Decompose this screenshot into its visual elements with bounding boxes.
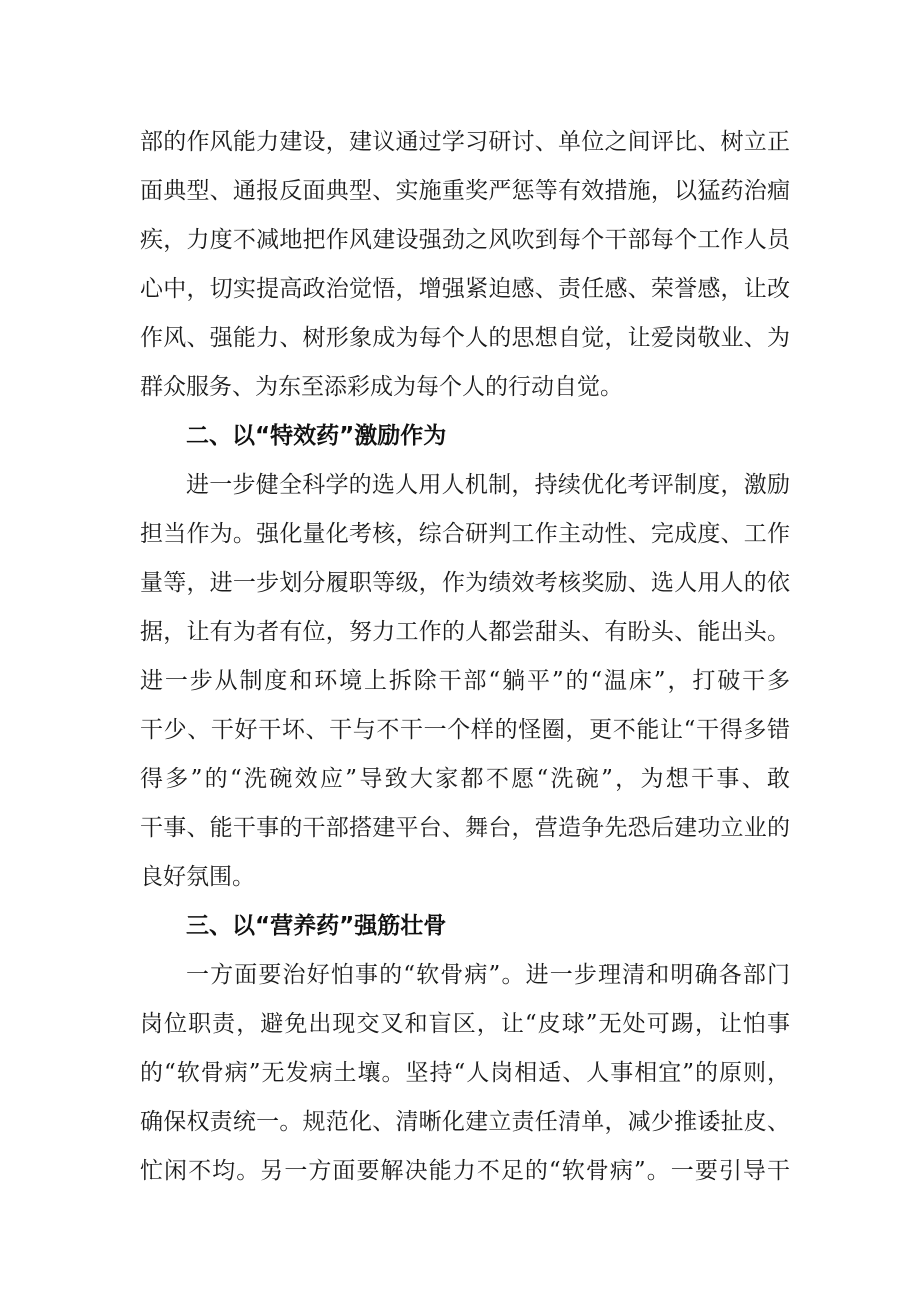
paragraph-1-line-3: 疾，力度不减地把作风建设强劲之风吹到每个干部每个工作人员 [140,227,790,253]
paragraph-1-line-5: 作风、强能力、树形象成为每个人的思想自觉，让爱岗敬业、为 [140,325,790,351]
paragraph-2-line-9: 良好氛围。 [140,864,255,890]
paragraph-3-line-2: 岗位职责，避免出现交叉和盲区，让“皮球”无处可踢，让怕事 [140,1011,790,1037]
paragraph-2-line-7: 得多”的“洗碗效应”导致大家都不愿“洗碗”，为想干事、敢 [140,766,790,792]
paragraph-3-line-1: 一方面要治好怕事的“软骨病”。进一步理清和明确各部门 [186,962,790,988]
paragraph-2-line-1: 进一步健全科学的选人用人机制，持续优化考评制度，激励 [186,472,790,498]
section-heading-3: 三、以“营养药”强筋壮骨 [186,913,447,939]
paragraph-1-line-1: 部的作风能力建设，建议通过学习研讨、单位之间评比、树立正 [140,129,790,155]
paragraph-2-line-8: 干事、能干事的干部搭建平台、舞台，营造争先恐后建功立业的 [140,815,790,841]
paragraph-2-line-3: 量等，进一步划分履职等级，作为绩效考核奖励、选人用人的依 [140,570,790,596]
paragraph-3-line-5: 忙闲不均。另一方面要解决能力不足的“软骨病”。一要引导干 [140,1158,790,1184]
paragraph-3-line-4: 确保权责统一。规范化、清晰化建立责任清单，减少推诿扯皮、 [140,1109,790,1135]
paragraph-2-line-6: 干少、干好干坏、干与不干一个样的怪圈，更不能让“干得多错 [140,717,790,743]
paragraph-2-line-4: 据，让有为者有位，努力工作的人都尝甜头、有盼头、能出头。 [140,619,790,645]
paragraph-3-line-3: 的“软骨病”无发病土壤。坚持“人岗相适、人事相宜”的原则， [140,1060,790,1086]
paragraph-1-line-6: 群众服务、为东至添彩成为每个人的行动自觉。 [140,374,623,400]
section-heading-2: 二、以“特效药”激励作为 [186,423,447,449]
paragraph-2-line-5: 进一步从制度和环境上拆除干部“躺平”的“温床”，打破干多 [140,668,790,694]
paragraph-1-line-2: 面典型、通报反面典型、实施重奖严惩等有效措施，以猛药治痼 [140,178,790,204]
paragraph-1-line-4: 心中，切实提高政治觉悟，增强紧迫感、责任感、荣誉感，让改 [140,276,790,302]
paragraph-2-line-2: 担当作为。强化量化考核，综合研判工作主动性、完成度、工作 [140,521,790,547]
